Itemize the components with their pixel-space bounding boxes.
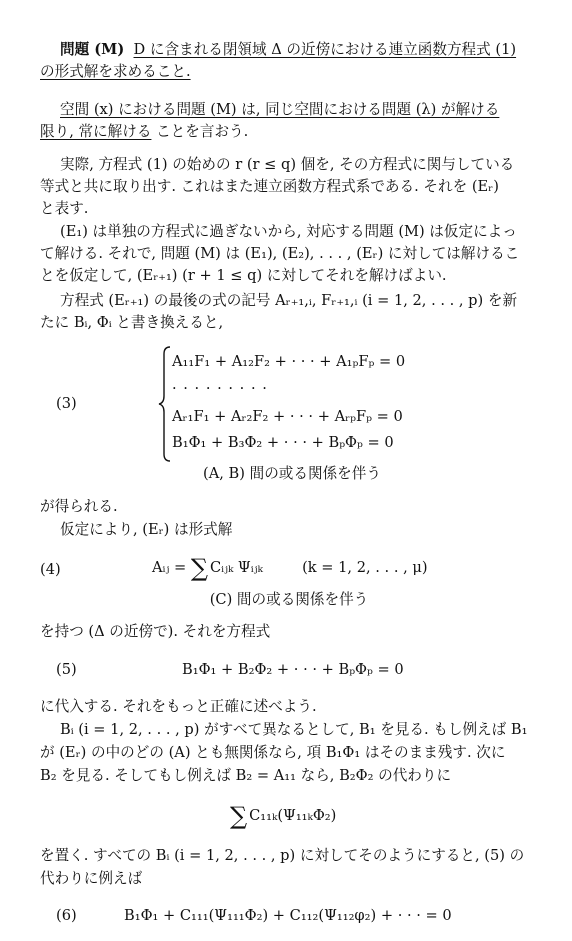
eq3-row-3: Aᵣ₁F₁ + Aᵣ₂F₂ + · · · + AᵣₚFₚ = 0 xyxy=(172,408,403,425)
eq4 xyxy=(152,554,428,582)
para7: に代入する. それをもっと正確に述べよう. xyxy=(40,698,317,715)
para3-line-2: たに Bᵢ, Φᵢ と書き換えると, xyxy=(40,314,224,331)
para2-line-1: (E₁) は単独の方程式に過ぎないから, 対応する問題 (M) は仮定によっ xyxy=(60,223,517,240)
para1-line-1: 実際, 方程式 (1) の始めの r (r ≤ q) 個を, その方程式に関与している xyxy=(60,156,515,173)
para8-line-3: B₂ を見る. そしてもし例えば B₂ = A₁₁ なら, B₂Φ₂ の代わりに xyxy=(40,767,452,784)
para8-line-2: が (Eᵣ) の中のどの (A) とも無関係なら, 項 B₁Φ₁ はそのまま残す. 次に xyxy=(40,744,506,761)
para3-line-1: 方程式 (Eᵣ₊₁) の最後の式の記号 Aᵣ₊₁,ᵢ, Fᵣ₊₁,ᵢ (i = 1, 2, . . . , p) を新 xyxy=(60,292,518,309)
eq5: B₁Φ₁ + B₂Φ₂ + · · · + BₚΦₚ = 0 xyxy=(182,661,404,678)
para9-line-2: 代わりに例えば xyxy=(40,870,143,887)
eq3-label: (3) xyxy=(56,395,77,412)
eq4-condition: (k = 1, 2, . . . , μ) xyxy=(302,559,428,576)
problem-statement-text: D に含まれる閉領域 Δ の近傍における連立函数方程式 (1) xyxy=(133,41,517,58)
para2-line-3: とを仮定して, (Eᵣ₊₁) (r + 1 ≤ q) に対してそれを解けばよい. xyxy=(40,267,447,284)
eq4-label: (4) xyxy=(40,561,61,578)
claim-underlined: 限り, 常に解ける xyxy=(40,123,152,140)
para1-line-2: 等式と共に取り出す. これはまた連立函数方程式系である. それを (Eᵣ) xyxy=(40,178,499,195)
eq6-label: (6) xyxy=(56,907,77,924)
claim-rest: ことを言おう. xyxy=(156,123,249,140)
eq3-row-2: · · · · · · · · · xyxy=(172,380,268,397)
problem-statement-line-1 xyxy=(40,40,516,60)
left-brace-icon xyxy=(158,346,172,462)
eq4-note: (C) 間の或る関係を伴う xyxy=(209,591,369,608)
eq6: B₁Φ₁ + C₁₁₁(Ψ₁₁₁Φ₂) + C₁₁₂(Ψ₁₁₂φ₂) + · · · = 0 xyxy=(124,907,452,924)
eq-substitution-body: C₁₁ₖ(Ψ₁₁ₖΦ₂) xyxy=(249,807,337,824)
eq3-row-4: B₁Φ₁ + B₃Φ₂ + · · · + BₚΦₚ = 0 xyxy=(172,434,394,451)
summation-icon: ∑ xyxy=(230,802,248,830)
eq-substitution xyxy=(230,802,337,830)
problem-statement-line-2: の形式解を求めること. xyxy=(40,63,191,80)
para1-line-3: と表す. xyxy=(40,200,89,217)
claim-line-2 xyxy=(40,122,248,142)
para4: が得られる. xyxy=(40,498,118,515)
para5: 仮定により, (Eᵣ) は形式解 xyxy=(60,521,233,538)
claim-line-1 xyxy=(40,100,499,120)
problem-heading: 問題 (M) xyxy=(60,41,125,58)
claim-text: 空間 (x) における問題 (M) は, 同じ空間における問題 (λ) が解ける xyxy=(60,101,500,118)
para9-line-1: を置く. すべての Bᵢ (i = 1, 2, . . . , p) に対してそのようにすると, (5) の xyxy=(40,847,525,864)
eq5-label: (5) xyxy=(56,661,77,678)
eq3-note: (A, B) 間の或る関係を伴う xyxy=(203,465,381,482)
eq4-rhs: Cᵢⱼₖ Ψᵢⱼₖ xyxy=(209,559,263,576)
eq4-lhs: Aᵢⱼ = xyxy=(152,559,187,576)
eq3-row-1: A₁₁F₁ + A₁₂F₂ + · · · + A₁ₚFₚ = 0 xyxy=(172,353,406,370)
para6: を持つ (Δ の近傍で). それを方程式 xyxy=(40,623,271,640)
para2-line-2: て解ける. それで, 問題 (M) は (E₁), (E₂), . . . , (Eᵣ) に対しては解けるこ xyxy=(40,245,520,262)
para8-line-1: Bᵢ (i = 1, 2, . . . , p) がすべて異なるとして, B₁ を見る. もし例えば B₁ xyxy=(60,721,528,738)
summation-icon: ∑ xyxy=(190,554,208,582)
